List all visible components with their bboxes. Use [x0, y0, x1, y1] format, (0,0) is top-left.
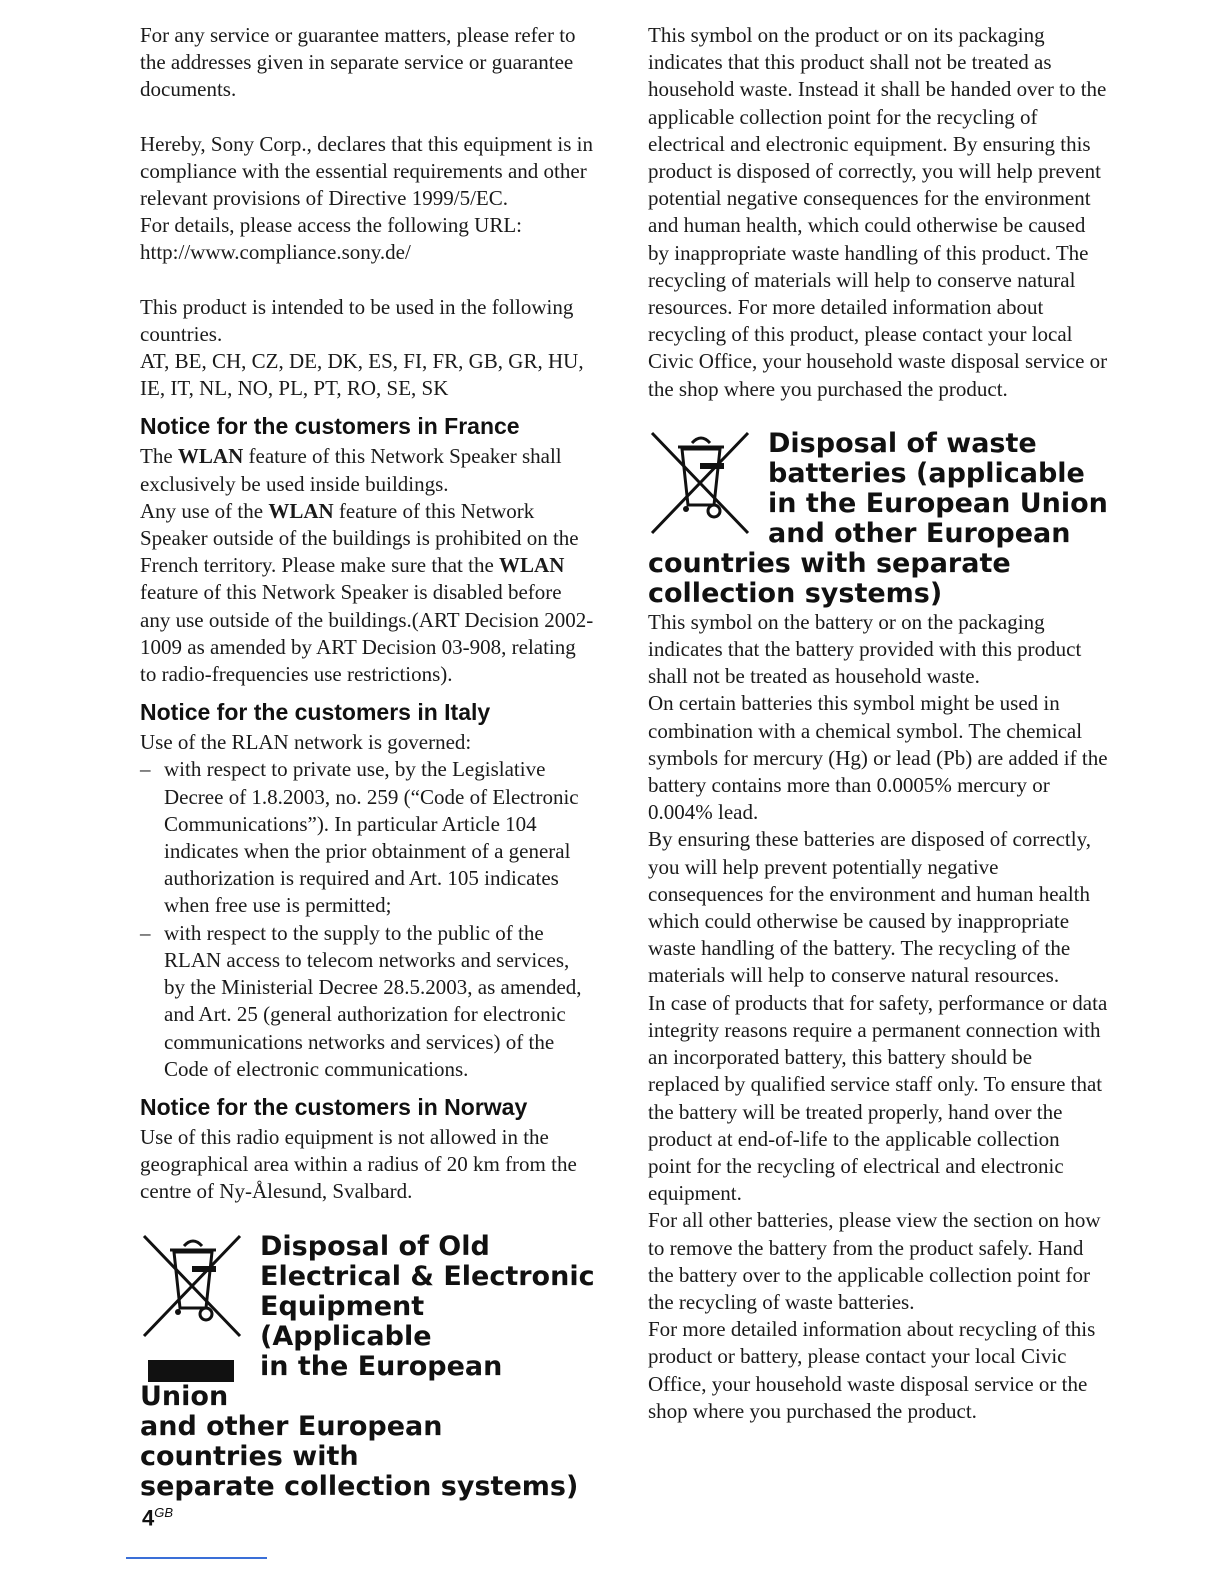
weee-symbol: [140, 1232, 252, 1382]
declaration: [140, 131, 595, 267]
norway-text: Use of this radio equipment is not allowed in the geographical area within a radius of 20 km from the centre of Ny-Ålesund, Svalbard.: [140, 1124, 577, 1204]
crossed-bin-icon: [648, 429, 752, 537]
weee-text: This symbol on the product or on its packaging indicates that this product shall not be treated as household waste. Instead it shall be handed over to the applicable collection point for the recycling of electrical and electronic equipment. By ensuring this product is disposed of correctly, you will help prevent potential negative consequences for the environment and human health, which could otherwise be caused by inappropriate waste handling of this product. The recycling of materials will help to conserve natural resources. For more detailed information about recycling of this product, please contact your local Civic Office, your household waste disposal service or the shop where you purchased the product.: [648, 23, 1108, 401]
italy-intro: Use of the RLAN network is governed:: [140, 730, 472, 755]
battery-paragraph: By ensuring these batteries are disposed of correctly, you will help prevent potentially negative consequences for the environment and human health which could otherwise be caused by inappropriate waste handling of the battery. The recycling of the materials will help to conserve natural resources.: [648, 827, 1091, 988]
battery-paragraph: This symbol on the battery or on the packaging indicates that the battery provided with this product shall not be treated as household waste.: [648, 609, 1082, 689]
crossed-bin-icon: [140, 1232, 244, 1340]
italy-item: – with respect to private use, by the Legislative Decree of 1.8.2003, no. 259 (“Code of Electronic Communications”). In particular Article 104 indicates when the prior obtainment of a general authorization is required and Art. 105 indicates when free use is permitted;: [140, 757, 579, 918]
battery-heading-rest: countries with separate collection systems): [648, 547, 1011, 609]
compliance-url: http://www.compliance.sony.de/: [140, 240, 411, 265]
battery-paragraph: In case of products that for safety, performance or data integrity reasons require a permanent connection with an incorporated battery, this battery should be replaced by qualified service staff only. To ensure that the battery will be treated properly, hand over the product at end-of-life to the applicable collection point for the recycling of electrical and electronic equipment.: [648, 990, 1108, 1206]
countries-intro: This product is intended to be used in the following countries.: [140, 294, 574, 346]
declaration-text: Hereby, Sony Corp., declares that this equipment is in compliance with the essential requirements and other relevant provisions of Directive 1999/5/EC.: [140, 131, 593, 211]
weee-heading: Disposal of Old Electrical & Electronic Equipment (Applicable in the European Union and other European countries with: [140, 1230, 595, 1472]
battery-paragraph: For all other batteries, please view the section on how to remove the battery from the product safely. Hand the battery over to the applicable collection point for the recycling of waste batteries.: [648, 1208, 1101, 1314]
weee-section: [140, 1232, 595, 1502]
countries-list: AT, BE, CH, CZ, DE, DK, ES, FI, FR, GB, GR, HU, IE, IT, NL, NO, PL, PT, RO, SE, SK: [140, 349, 584, 401]
battery-symbol: [648, 429, 760, 537]
battery-paragraph: On certain batteries this symbol might be used in combination with a chemical symbol. The chemical symbols for mercury (Hg) or lead (Pb) are added if the battery contains more than 0.0005% mercury or 0.004% lead.: [648, 691, 1108, 825]
service-text: For any service or guarantee matters, please refer to the addresses given in separate service or guarantee documents.: [140, 23, 576, 102]
italy-item: – with respect to the supply to the public of the RLAN access to telecom networks and services, by the Ministerial Decree 28.5.2003, as amended, and Art. 25 (general authorization for electronic communications networks and services) of the Code of electronic communications.: [140, 920, 582, 1081]
weee-black-bar: [148, 1360, 234, 1382]
battery-section: [648, 429, 1108, 609]
battery-paragraph: For more detailed information about recycling of this product or battery, please contact your local Civic Office, your household waste disposal service or the shop where you purchased the product.: [648, 1317, 1096, 1423]
france-heading: Notice for the customers in France: [140, 413, 520, 440]
footer-rule: [126, 1557, 267, 1559]
left-column: [140, 22, 595, 1502]
page-number: $4^{GB}$: [142, 1505, 174, 1531]
norway-heading: Notice for the customers in Norway: [140, 1093, 528, 1120]
weee-heading-last: separate collection systems): [140, 1470, 579, 1502]
france-paragraph-1: The WLAN feature of this Network Speaker shall exclusively be used inside buildings.: [140, 444, 562, 496]
declaration-url-label: For details, please access the following URL:: [140, 213, 522, 238]
italy-heading: Notice for the customers in Italy: [140, 699, 491, 726]
right-column: [648, 22, 1108, 1425]
battery-heading: Disposal of waste batteries (applicable in the European Union and other European: [768, 427, 1108, 549]
france-paragraph-2: Any use of the WLAN feature of this Network Speaker outside of the buildings is prohibited on the French territory. Please make sure that the WLAN feature of this Network Speaker is disabled before any use outside of the buildings.(ART Decision 2002-1009 as amended by ART Decision 03-908, relating to radio-frequencies use restrictions).: [140, 498, 594, 687]
